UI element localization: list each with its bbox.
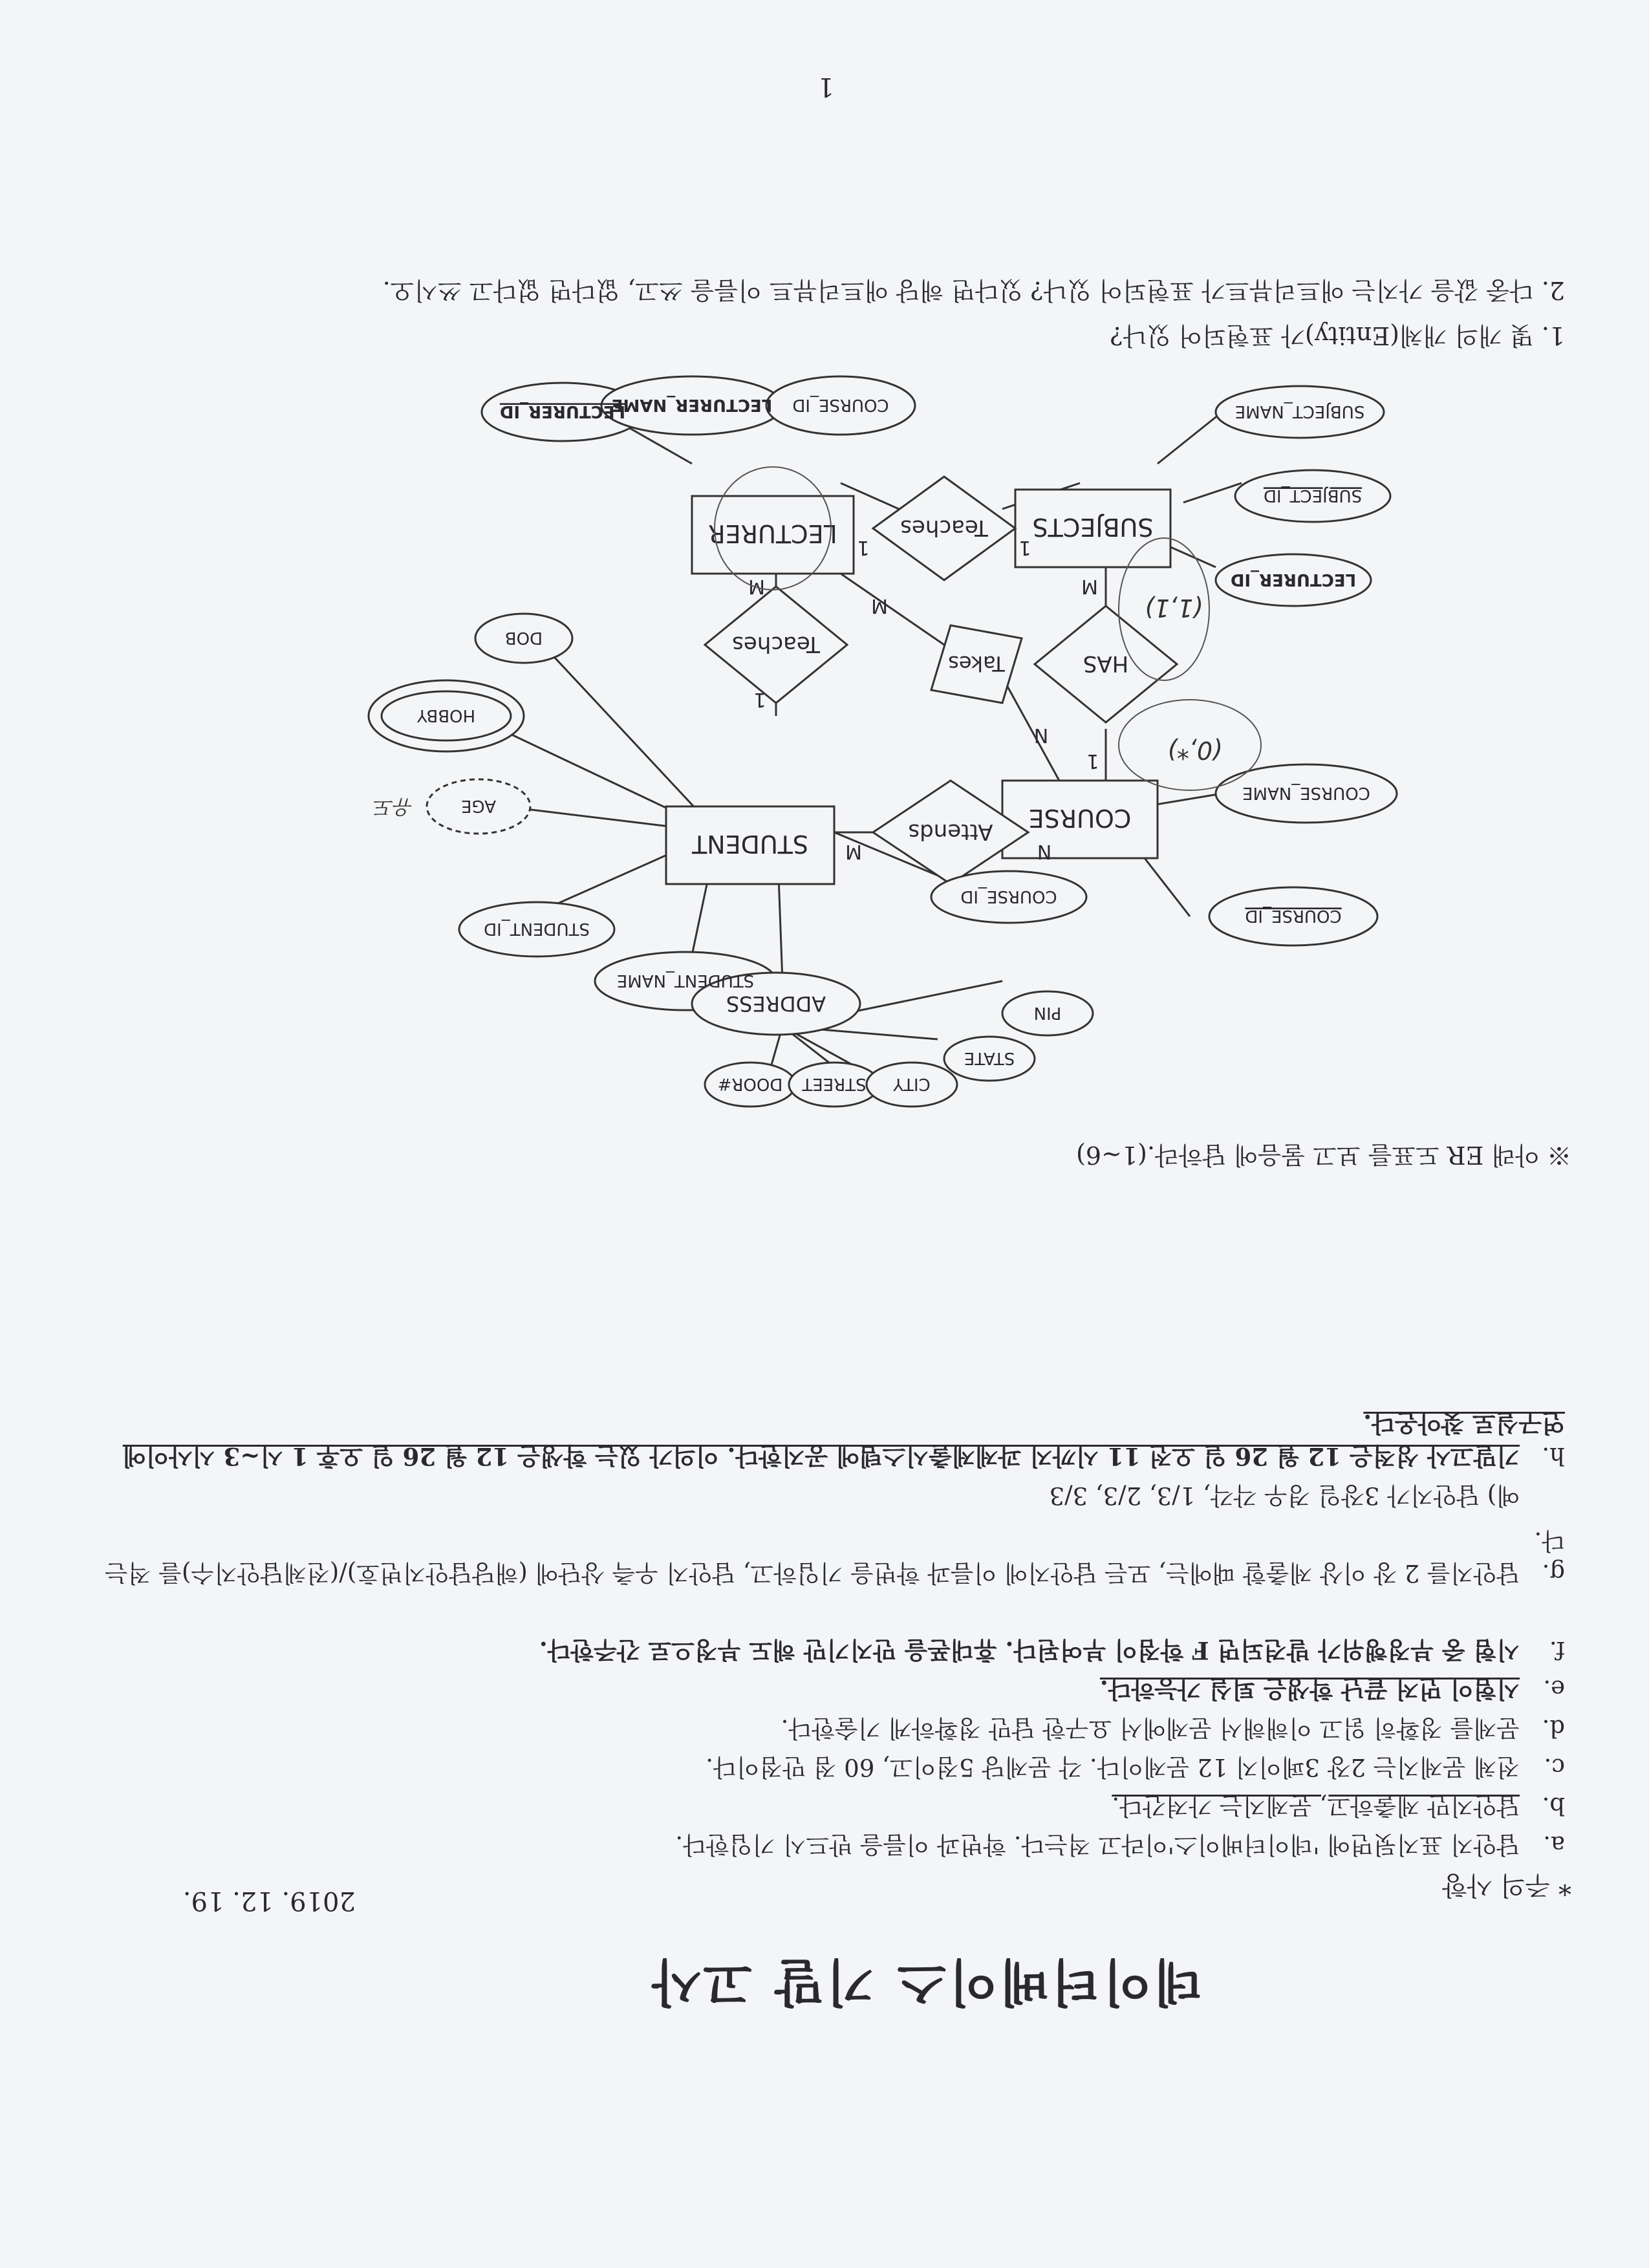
attr-label: COURSE_ID xyxy=(792,395,889,415)
attr-label: LECTURER_ID xyxy=(499,402,626,421)
attr-label: AGE xyxy=(461,796,496,815)
attr-label: LECTURER_ID xyxy=(1230,570,1357,589)
attr-label: COURSE_NAME xyxy=(1242,783,1370,803)
attr-label: SUBJECT_NAME xyxy=(1234,402,1365,421)
page-number: 1 xyxy=(817,72,834,102)
attr-label: COURSE_ID xyxy=(1245,906,1342,925)
attr-label: HOBBY xyxy=(416,706,476,725)
note-item: b.답안지만 제출하고, 문제지는 가져간다. xyxy=(1112,1792,1565,1820)
question: 2. 다중 값을 가지는 애트리뷰트가 표현되어 있나? 있다면 해당 애트리뷰트 이름을 쓰고, 없다면 없다고 쓰시오. xyxy=(382,276,1565,305)
attr-label: DOB xyxy=(504,628,543,647)
relationship-teaches-lecturer-subjects xyxy=(873,477,1015,580)
attr-label: SUBJECT_ID xyxy=(1263,486,1363,505)
er-diagram xyxy=(162,373,1584,1169)
svg-text:SUBJECTS: SUBJECTS xyxy=(1032,513,1154,541)
svg-text:COURSE: COURSE xyxy=(1028,804,1132,832)
diagram-instruction: ※ 아래 ER 도표를 보고 물음에 답하라.(1~6) xyxy=(1076,1141,1571,1169)
card-label: N xyxy=(1037,840,1052,863)
card-label: 1 xyxy=(1086,750,1099,772)
relationship-teaches-student-lecturer xyxy=(705,587,847,703)
exam-date: 2019. 12. 19. xyxy=(182,1886,356,1916)
card-label: N xyxy=(1033,724,1049,746)
note-item: c.전체 문제지는 2장 3페이지 12 문제이다. 각 문제당 5점이고, 60 점 만점이다. xyxy=(706,1753,1565,1781)
handwritten-note: (1,1) xyxy=(1144,594,1203,622)
note-item: f.시험 중 부정행위가 발견되면 F 학점이 부여된다. 휴대폰을 만지기만 해도 부정으로 간주한다. xyxy=(539,1636,1565,1665)
attr-label: CITY xyxy=(893,1074,931,1094)
svg-text:Takes: Takes xyxy=(948,651,1005,676)
entity-student xyxy=(666,806,834,884)
question: 1. 몇 개의 개체(Entity)가 표현되어 있나? xyxy=(1110,321,1565,350)
svg-text:HAS: HAS xyxy=(1083,651,1129,676)
attr-label: LECTURER_NAME xyxy=(611,395,773,415)
attr-label: STUDENT_NAME xyxy=(616,971,755,990)
svg-text:Teaches: Teaches xyxy=(900,515,988,541)
note-item: 예) 답안지가 3장일 경우 각각, 1/3, 2/3, 3/3 xyxy=(1049,1482,1520,1509)
entity-lecturer xyxy=(692,496,854,574)
entity-subjects xyxy=(1015,490,1170,567)
svg-text:STUDENT: STUDENT xyxy=(691,830,809,858)
attr-label: ADDRESS xyxy=(726,991,826,1016)
attr-label: DOOR# xyxy=(717,1074,783,1094)
note-item: h.기말고사 성적은 12 월 26 일 오전 11 시까지 과제제출시스템에 공지한다. 이의가 있는 학생은 12 월 26 일 오후 1 시~3 시사이에 연구실로 찾아온다. xyxy=(122,1409,1565,1471)
entity-course xyxy=(1002,781,1158,858)
handwritten-note: (0,*) xyxy=(1167,736,1222,764)
card-label: 1 xyxy=(857,536,870,559)
card-label: M xyxy=(871,594,888,617)
note-item: a.답안지 표지뒷면에 '데이터베이스'이라고 적는다. 학번과 이름을 반드시 기입한다. xyxy=(675,1831,1565,1859)
relationship-takes xyxy=(931,625,1022,703)
card-label: 1 xyxy=(753,688,766,711)
svg-text:LECTURER: LECTURER xyxy=(708,519,837,548)
note-item: e.시험이 먼저 끝난 학생은 퇴실 가능하다. xyxy=(1099,1675,1565,1703)
card-label: M xyxy=(1081,575,1098,598)
attr-label: COURSE_ID xyxy=(960,887,1057,906)
card-label: M xyxy=(845,840,862,863)
attr-label: STATE xyxy=(964,1048,1015,1068)
attr-label: STREET xyxy=(802,1074,867,1094)
note-item: d.문제를 정확히 읽고 이해해서 문제에서 요구한 답만 정확하게 기술한다. xyxy=(781,1714,1565,1742)
handwritten-note: 유도 xyxy=(374,795,414,819)
svg-text:Attends: Attends xyxy=(908,819,993,845)
svg-text:Teaches: Teaches xyxy=(732,631,820,657)
attr-label: PIN xyxy=(1033,1003,1062,1022)
notes-heading: * 주의 사항 xyxy=(1442,1870,1571,1900)
card-label: M xyxy=(748,575,765,598)
card-label: 1 xyxy=(1018,536,1031,559)
page-title: 데이터베이스 기말 고사 xyxy=(649,1952,1203,2011)
attr-label: STUDENT_ID xyxy=(484,919,590,938)
note-item: g.답안지를 2 장 이상 제출할 때에는, 모든 답안지에 이름과 학번을 기입하고, 답안지 우측 상단에 (해당답안지번호)/(전체답안지수)를 적는다. xyxy=(104,1527,1565,1587)
